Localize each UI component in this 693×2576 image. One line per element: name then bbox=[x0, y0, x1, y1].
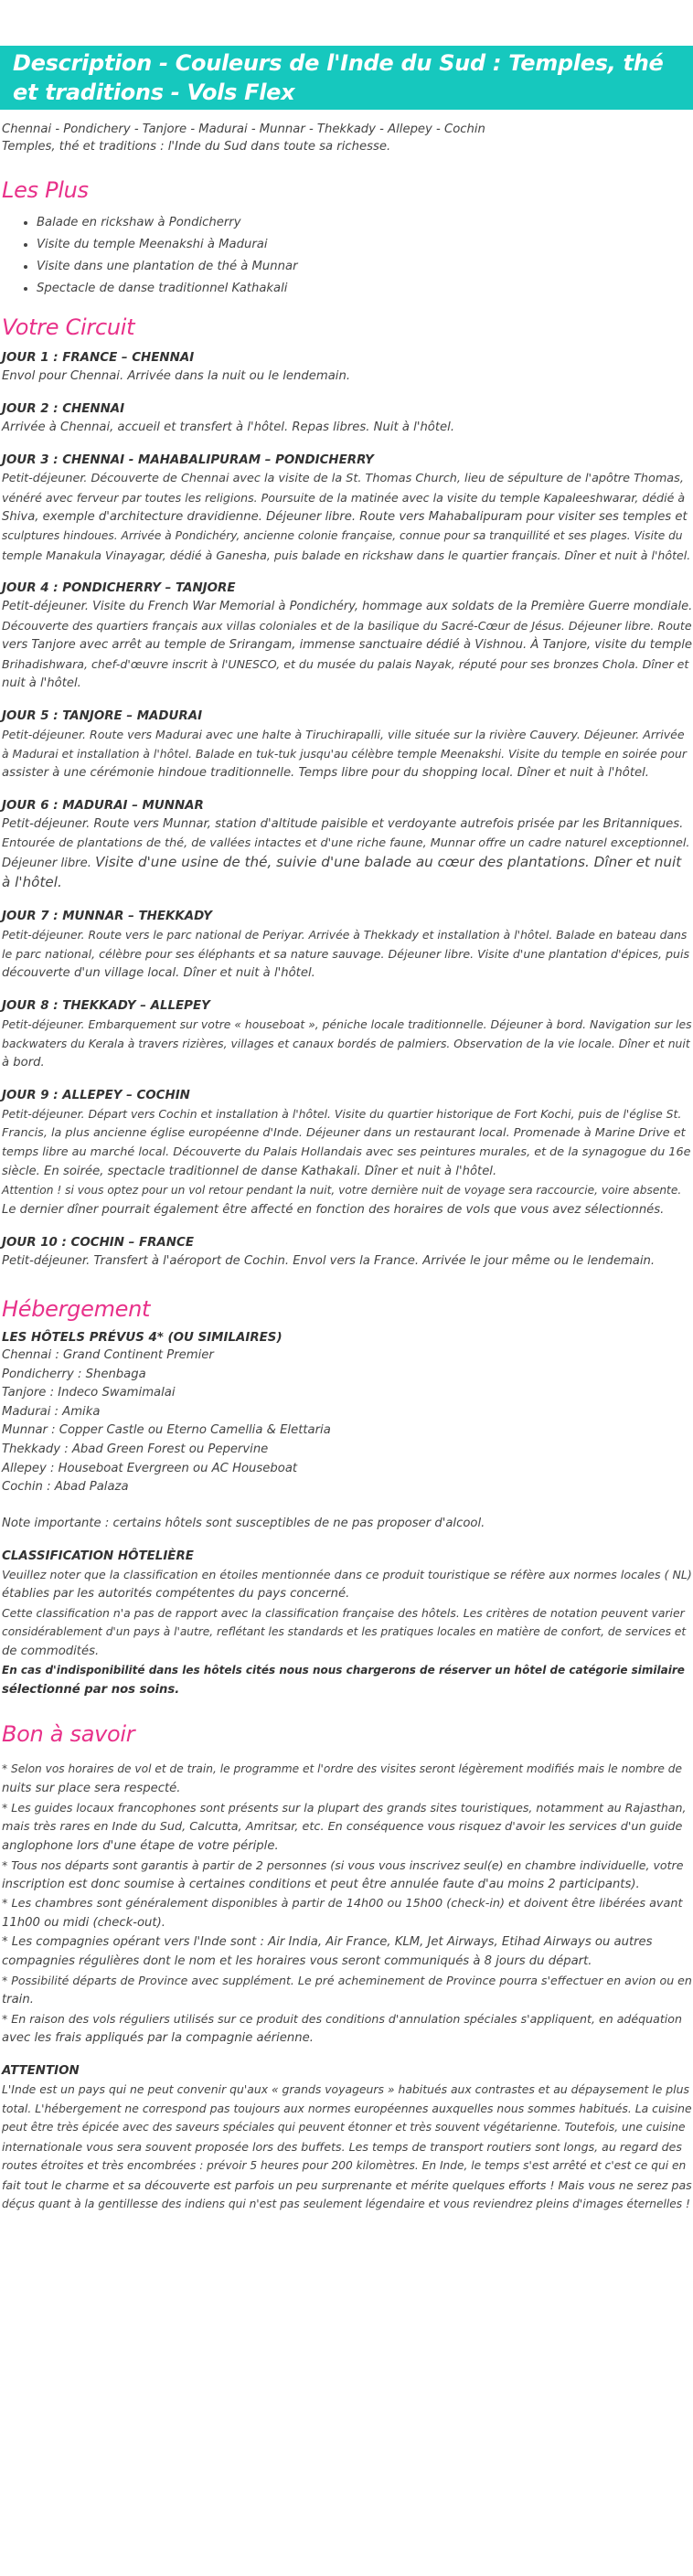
day-title: JOUR 5 : TANJORE – MADURAI bbox=[2, 709, 203, 723]
day-text: Petit-déjeuner. Découverte de Chennai avec la visite de la St. Thomas Church, lieu de sépulture de l'apôtre Thomas, bbox=[2, 472, 684, 485]
day-text: Francis, la plus ancienne église européenne d'Inde. Déjeuner dans un restaurant local. Promenade à Marine Drive et bbox=[2, 1126, 686, 1140]
day-text: siècle. En soirée, spectacle traditionnel de danse Kathakali. Dîner et nuit à l'hôtel. bbox=[2, 1165, 497, 1178]
day-title: JOUR 4 : PONDICHERRY – TANJORE bbox=[2, 581, 236, 595]
day-text: Petit-déjeuner. Transfert à l'aéroport de Cochin. Envol vers la France. Arrivée le jour même ou le lendemain. bbox=[2, 1254, 656, 1268]
info-line: anglophone lors d'une étape de votre périple. bbox=[2, 1838, 279, 1853]
info-line: * Les guides locaux francophones sont présents sur la plupart des grands sites touristiques, notamment au Rajasthan, bbox=[2, 1800, 687, 1815]
day-text: vénéré avec ferveur par toutes les religions. Poursuite de la matinée avec la visite du temple Kapaleeshwarar, dédié à bbox=[2, 491, 686, 505]
info-line: compagnies régulières dont le nom et les horaires vous seront communiqués à 8 jours du départ. bbox=[2, 1953, 592, 1968]
day-10 bbox=[2, 1234, 691, 1271]
day-text-rest: Visite d'une usine de thé, suivie d'une balade au cœur des plantations. Dîner et nuit bbox=[95, 854, 682, 870]
hotel-note: Note importante : certains hôtels sont susceptibles de ne pas proposer d'alcool. bbox=[2, 1516, 485, 1530]
info-line: * Tous nos départs sont garantis à partir de 2 personnes (si vous vous inscrivez seul(e) en chambre individuelle, votre bbox=[2, 1857, 684, 1872]
info-line: nuits sur place sera respecté. bbox=[2, 1781, 181, 1795]
info-line: mais très rares en Inde du Sud, Calcutta, Amritsar, etc. En conséquence vous risquez d'avoir les services d'un guide bbox=[2, 1819, 683, 1834]
day-title: JOUR 2 : CHENNAI bbox=[2, 402, 125, 416]
day-text: sculptures hindoues. Arrivée à Pondichéry, ancienne colonie française, connue pour sa tranquillité et ses plages. Visite du bbox=[2, 529, 683, 542]
list-item: • Visite du temple Meenakshi à Madurai bbox=[37, 234, 691, 256]
intro bbox=[2, 121, 691, 155]
page-title: Description - Couleurs de l'Inde du Sud : Temples, thé et traditions - Vols Flex bbox=[13, 50, 664, 105]
day-text: Petit-déjeuner. Départ vers Cochin et installation à l'hôtel. Visite du quartier historique de Fort Kochi, puis de l'église St. bbox=[2, 1107, 682, 1121]
bon-a-savoir-text bbox=[2, 1760, 691, 2048]
info-line: avec les frais appliqués par la compagnie aérienne. bbox=[2, 2030, 314, 2045]
day-text: nuit à l'hôtel. bbox=[2, 676, 81, 690]
day-text: Petit-déjeuner. Embarquement sur votre « houseboat », péniche locale traditionnelle. Déjeuner à bord. Navigation sur les bbox=[2, 1017, 692, 1031]
indisponibilite-text bbox=[2, 1661, 691, 1699]
classification-line: Cette classification n'a pas de rapport avec la classification française des hôtels. Les critères de notation peuvent varier bbox=[2, 1605, 685, 1620]
day-text: Le dernier dîner pourrait également être affecté en fonction des horaires de vols que vous avez sélectionnés. bbox=[2, 1203, 665, 1217]
list-item: • Spectacle de danse traditionnel Kathakali bbox=[37, 278, 691, 300]
day-4 bbox=[2, 580, 691, 693]
hebergement-heading: Hébergement bbox=[2, 1296, 151, 1322]
les-plus-heading: Les Plus bbox=[2, 177, 89, 203]
day-text: Petit-déjeuner. Route vers Munnar, station d'altitude paisible et verdoyante autrefois prisée par les Britanniques. bbox=[2, 817, 684, 831]
day-title: JOUR 7 : MUNNAR – THEKKADY bbox=[2, 910, 212, 923]
content bbox=[0, 121, 693, 2214]
hotels-subtitle: LES HÔTELS PRÉVUS 4* (OU SIMILAIRES) bbox=[2, 1331, 283, 1345]
day-text: backwaters du Kerala à travers rizières, villages et canaux bordés de palmiers. Observation de la vie locale. Dîner et nuit bbox=[2, 1037, 690, 1050]
day-text: à bord. bbox=[2, 1056, 45, 1070]
day-title: JOUR 8 : THEKKADY – ALLEPEY bbox=[2, 999, 210, 1013]
info-line: * Selon vos horaires de vol et de train, le programme et l'ordre des visites seront légèrement modifiés mais le nombre de bbox=[2, 1762, 683, 1775]
day-title: JOUR 6 : MADURAI – MUNNAR bbox=[2, 799, 204, 813]
day-text: Arrivée à Chennai, accueil et transfert à l'hôtel. Repas libres. Nuit à l'hôtel. bbox=[2, 420, 455, 434]
day-5 bbox=[2, 708, 691, 782]
bon-a-savoir-heading: Bon à savoir bbox=[2, 1720, 135, 1747]
day-8 bbox=[2, 997, 691, 1072]
classification-title: CLASSIFICATION HÔTELIÈRE bbox=[2, 1549, 194, 1563]
attention-title: ATTENTION bbox=[2, 2063, 80, 2078]
attention-line: déçus quant à la gentillesse des indiens qui n'est pas seulement légendaire et vous reviendrez pleins d'images éternelles ! bbox=[2, 2197, 690, 2210]
attention-line: peut être très épicée avec des saveurs spéciales qui peuvent étonner et très souvent végétarienne. Toutefois, une cuisine bbox=[2, 2120, 686, 2134]
classification-line: Veuillez noter que la classification en étoiles mentionnée dans ce produit touristique se réfère aux normes locales ( NL) bbox=[2, 1567, 692, 1581]
classification-line: considérablement d'un pays à l'autre, reflétant les standards et les pratiques locales en matière de confort, de services et bbox=[2, 1624, 687, 1638]
day-text: découverte d'un village local. Dîner et nuit à l'hôtel. bbox=[2, 966, 315, 980]
day-text: temps libre au marché local. Découverte du Palais Hollandais avec ses peintures murales, et de la synagogue du 16e bbox=[2, 1145, 691, 1159]
list-item: Madurai : Amika bbox=[2, 1404, 101, 1419]
day-text: Envol pour Chennai. Arrivée dans la nuit ou le lendemain. bbox=[2, 369, 351, 383]
classification-text bbox=[2, 1565, 691, 1661]
classification-line: établies par les autorités compétentes du pays concerné. bbox=[2, 1586, 350, 1601]
day-text bbox=[2, 873, 691, 893]
day-text: Shiva, exemple d'architecture dravidienne. Déjeuner libre. Route vers Mahabalipuram pour visiter ses temples et bbox=[2, 510, 688, 524]
info-line: train. bbox=[2, 1992, 34, 2007]
classification-line: de commodités. bbox=[2, 1644, 100, 1658]
indisponibilite-line: En cas d'indisponibilité dans les hôtels cités nous nous chargerons de réserver un hôtel de catégorie similaire bbox=[2, 1663, 685, 1677]
attention-line: L'Inde est un pays qui ne peut convenir qu'aux « grands voyageurs » habitués aux contrastes et au dépaysement le plus bbox=[2, 2081, 689, 2096]
list-item: Cochin : Abad Palaza bbox=[2, 1480, 129, 1495]
day-text: Entourée de plantations de thé, de vallées intactes et d'une riche faune, Munnar offre un cadre naturel exceptionnel. bbox=[2, 836, 690, 850]
day-title: JOUR 1 : FRANCE – CHENNAI bbox=[2, 351, 195, 365]
day-text: vers Tanjore avec arrêt au temple de Srirangam, immense sanctuaire dédié à Vishnou. À Tanjore, visite du temple bbox=[2, 638, 692, 652]
day-3 bbox=[2, 452, 691, 565]
day-text: assister à une cérémonie hindoue traditionnelle. Temps libre pour du shopping local. Dîner et nuit à l'hôtel. bbox=[2, 766, 650, 780]
day-title: JOUR 9 : ALLEPEY – COCHIN bbox=[2, 1089, 190, 1102]
day-text: le parc national, célèbre pour ses éléphants et sa nature sauvage. Déjeuner libre. Visite d'une plantation d'épices, puis bbox=[2, 947, 690, 961]
list-item: Chennai : Grand Continent Premier bbox=[2, 1348, 214, 1362]
day-text: Attention ! si vous optez pour un vol retour pendant la nuit, votre dernière nuit de voyage sera raccourcie, voire absente. bbox=[2, 1184, 682, 1197]
info-line: * Les compagnies opérant vers l'Inde sont : Air India, Air France, KLM, Jet Airways, Etihad Airways ou autres bbox=[2, 1934, 653, 1949]
info-line: * En raison des vols réguliers utilisés sur ce produit des conditions d'annulation spéciales s'appliquent, en adéquation bbox=[2, 2011, 682, 2026]
day-1 bbox=[2, 349, 691, 386]
attention-line: total. L'hébergement ne correspond pas toujours aux normes européennes auxquelles nous sommes habitués. La cuisine bbox=[2, 2101, 692, 2115]
day-text: Petit-déjeuner. Route vers le parc national de Periyar. Arrivée à Thekkady et installation à l'hôtel. Balade en bateau dans bbox=[2, 928, 688, 942]
day-text-last: à l'hôtel. bbox=[2, 874, 62, 890]
list-item: Allepey : Houseboat Evergreen ou AC Houseboat bbox=[2, 1461, 298, 1475]
hotel-list bbox=[2, 1347, 691, 1497]
day-text: à Madurai et installation à l'hôtel. Balade en tuk-tuk jusqu'au célèbre temple Meenakshi. Visite du temple en soirée pour bbox=[2, 747, 687, 761]
day-9 bbox=[2, 1087, 691, 1219]
info-line: inscription est donc soumise à certaines conditions et peut être annulée faute d'au moins 2 participants). bbox=[2, 1877, 640, 1891]
list-item: Munnar : Copper Castle ou Eterno Camellia & Elettaria bbox=[2, 1423, 331, 1438]
info-line: * Possibilité départs de Province avec supplément. Le pré acheminement de Province pourra s'effectuer en avion ou en bbox=[2, 1973, 692, 1987]
attention-line: routes étroites et très encombrées : prévoir 5 heures pour 200 kilomètres. En Inde, le temps s'est arrêté et c'est ce qui en bbox=[2, 2158, 687, 2172]
day-text: Brihadishwara, chef-d'œuvre inscrit à l'UNESCO, et du musée du palais Nayak, réputé pour ses bronzes Chola. Dîner et bbox=[2, 657, 689, 671]
day-text: Découverte des quartiers français aux villas coloniales et de la basilique du Sacré-Cœur de Jésus. Déjeuner libre. Route bbox=[2, 619, 692, 633]
les-plus-list bbox=[2, 212, 691, 300]
day-text-mixed bbox=[2, 853, 691, 873]
day-title: JOUR 3 : CHENNAI - MAHABALIPURAM – PONDICHERRY bbox=[2, 453, 374, 467]
list-item: Thekkady : Abad Green Forest ou Pepervine bbox=[2, 1442, 269, 1456]
list-item: Pondicherry : Shenbaga bbox=[2, 1367, 146, 1381]
day-2 bbox=[2, 400, 691, 437]
list-item: • Visite dans une plantation de thé à Munnar bbox=[37, 256, 691, 278]
attention-text bbox=[2, 2080, 691, 2214]
list-item: • Balade en rickshaw à Pondicherry bbox=[37, 212, 691, 234]
day-text: Petit-déjeuner. Route vers Madurai avec une halte à Tiruchirapalli, ville située sur la rivière Cauvery. Déjeuner. Arrivée bbox=[2, 728, 685, 741]
circuit-heading: Votre Circuit bbox=[2, 314, 135, 340]
info-line: 11h00 ou midi (check-out). bbox=[2, 1915, 165, 1930]
day-title: JOUR 10 : COCHIN – FRANCE bbox=[2, 1236, 194, 1250]
intro-cities: Chennai - Pondichery - Tanjore - Madurai - Munnar - Thekkady - Allepey - Cochin bbox=[2, 122, 485, 136]
intro-tagline: Temples, thé et traditions : l'Inde du Sud dans toute sa richesse. bbox=[2, 140, 391, 154]
indisponibilite-line: sélectionné par nos soins. bbox=[2, 1682, 180, 1697]
day-text-start: Déjeuner libre. bbox=[2, 857, 96, 870]
list-item: Tanjore : Indeco Swamimalai bbox=[2, 1386, 176, 1400]
day-text: Petit-déjeuner. Visite du French War Memorial à Pondichéry, hommage aux soldats de la Première Guerre mondiale. bbox=[2, 600, 693, 613]
day-text: temple Manakula Vinayagar, dédié à Ganesha, puis balade en rickshaw dans le quartier français. Dîner et nuit à l'hôtel. bbox=[2, 548, 691, 562]
day-7 bbox=[2, 908, 691, 983]
attention-line: fait tout le charme et sa découverte est parfois un peu surprenante et mérite quelques efforts ! Mais vous ne serez pas bbox=[2, 2177, 692, 2192]
title-banner bbox=[0, 46, 693, 110]
day-6 bbox=[2, 797, 691, 893]
attention-line: internationale vous sera souvent proposée lors des buffets. Les temps de transport routiers sont longs, au regard des bbox=[2, 2139, 682, 2154]
page bbox=[0, 46, 693, 2214]
info-line: * Les chambres sont généralement disponibles à partir de 14h00 ou 15h00 (check-in) et doivent être libérées avant bbox=[2, 1896, 683, 1911]
